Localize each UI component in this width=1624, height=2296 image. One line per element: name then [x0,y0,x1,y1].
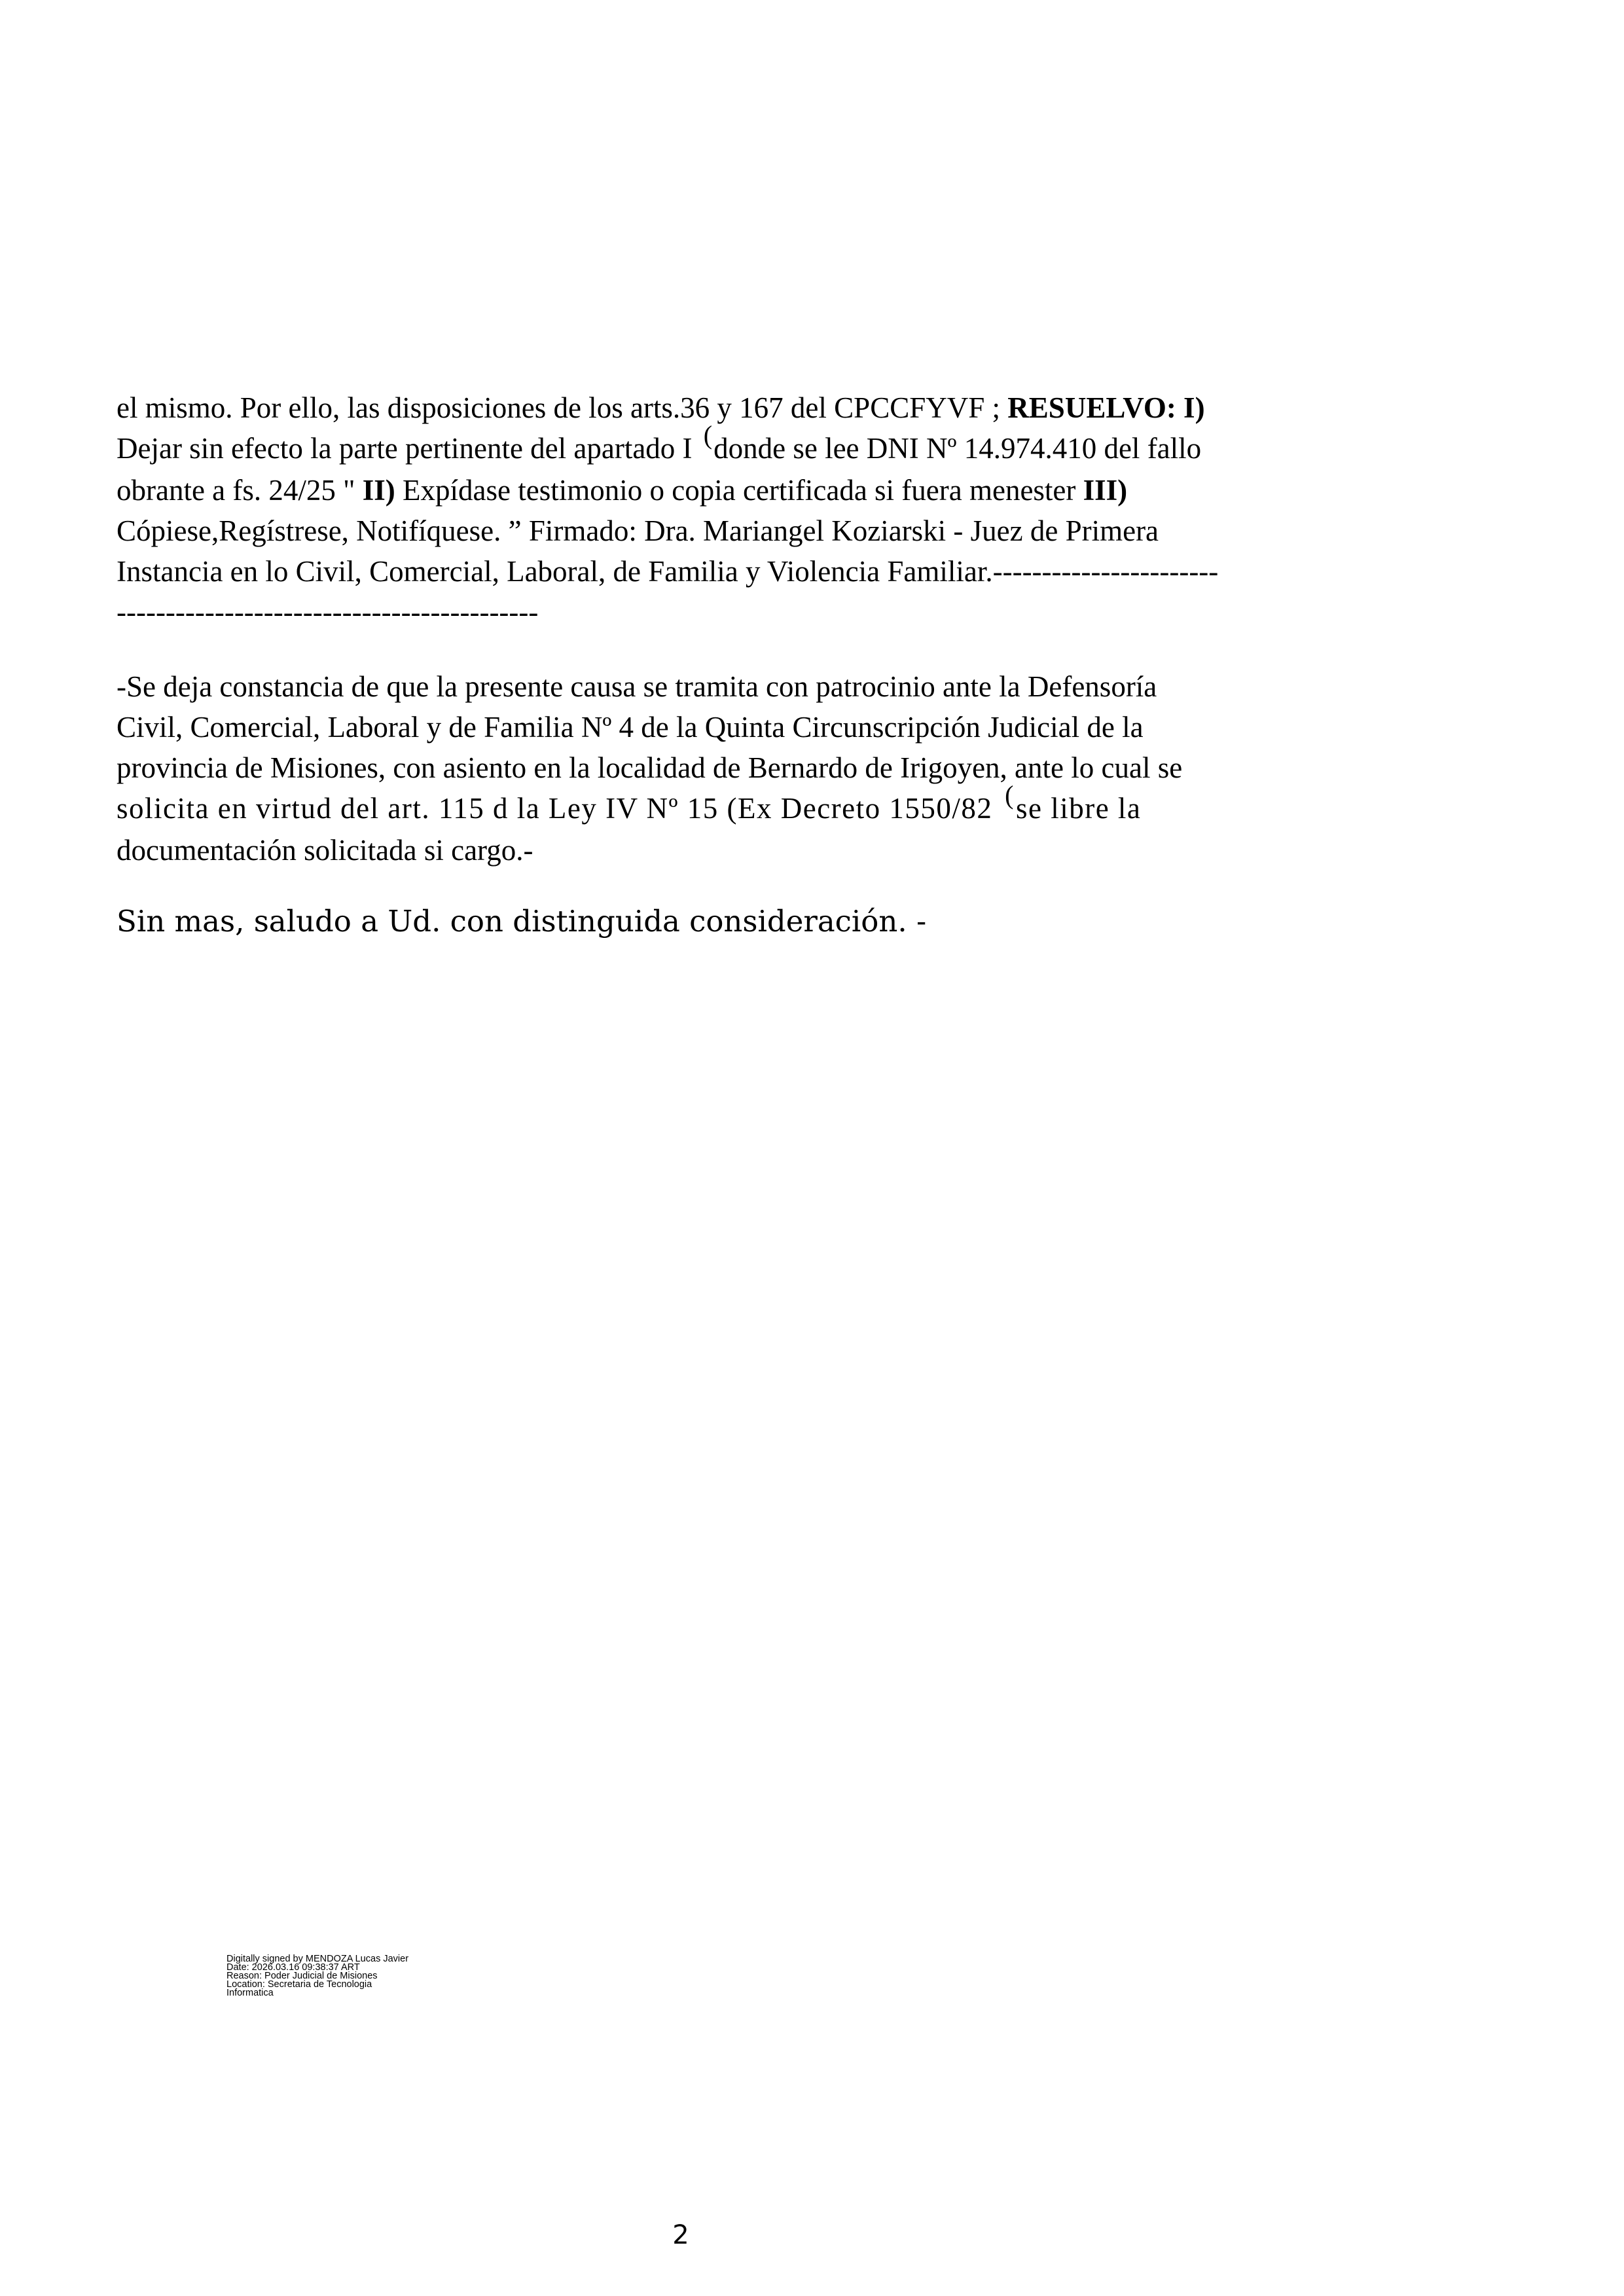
text-line: documentación solicitada si cargo.- [117,834,533,867]
signature-signer: Digitally signed by MENDOZA Lucas Javier [226,1954,409,1964]
body-text: el mismo. Por ello, las disposiciones de los arts.36 y 167 del CPCCFYVF ; [117,391,1008,424]
signature-reason: Reason: Poder Judicial de Misiones [226,1971,378,1981]
text-line: Instancia en lo Civil, Comercial, Laboral, de Familia y Violencia Familiar.----------------------- [117,555,1219,588]
raised-parenthesis: ( [703,420,713,450]
body-text: obrante a fs. 24/25 " [117,474,363,507]
signature-location: Location: Secretaria de Tecnologia [226,1979,372,1990]
signature-location-cont: Informatica [226,1988,274,1998]
bold-item-iii: III) [1083,474,1128,507]
signature-date: Date: 2026.03.16 09:38:37 ART [226,1962,360,1973]
text-line: Cópiese,Regístrese, Notifíquese. ” Firmado: Dra. Mariangel Koziarski - Juez de Primera [117,514,1159,547]
body-text: Dejar sin efecto la parte pertinente del apartado I [117,432,700,465]
bold-item-ii: II) [362,474,395,507]
text-line: -Se deja constancia de que la presente causa se tramita con patrocinio ante la Defensoría [117,670,1157,703]
bold-heading-resuelvo: RESUELVO: I) [1007,391,1205,424]
resolution-paragraph [117,387,1242,632]
constancia-paragraph [117,666,1242,870]
digital-signature-block [226,1955,408,1998]
text-line: Civil, Comercial, Laboral y de Familia Nº 4 de la Quinta Circunscripción Judicial de la [117,711,1144,744]
closing-salutation: Sin mas, saludo a Ud. con distinguida consideración. - [117,904,927,939]
text-line [117,420,1242,470]
text-line [117,470,1242,511]
page-number: 2 [672,2220,689,2250]
body-text: se libre la [1015,792,1142,825]
text-line: provincia de Misiones, con asiento en la localidad de Bernardo de Irigoyen, ante lo cual se [117,751,1183,784]
body-text: Expídase testimonio o copia certificada si fuera menester [395,474,1083,507]
body-text: donde se lee DNI Nº 14.974.410 del fallo [713,432,1202,465]
text-line [117,387,1242,428]
raised-parenthesis: ( [1005,780,1015,810]
text-line [117,780,1242,830]
dash-filler-line: ------------------------------------------- [117,596,539,628]
body-text: solicita en virtud del art. 115 d la Ley IV Nº 15 (Ex Decreto 1550/82 [117,792,1001,825]
